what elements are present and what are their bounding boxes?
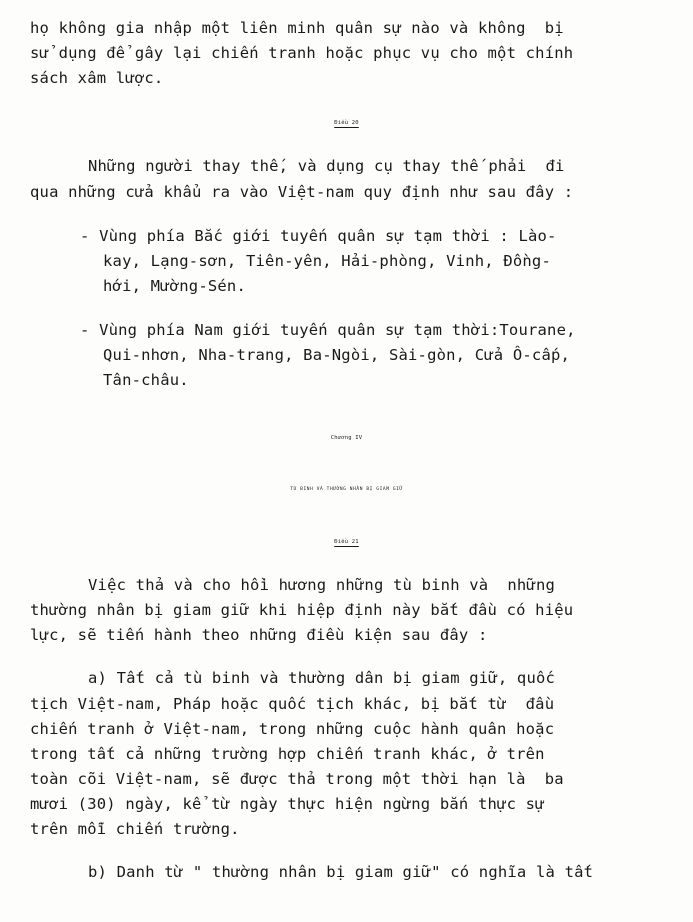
article-heading: Điều 21 [334, 539, 359, 545]
clause-a-line: a) Tất cả tù binh và thường dân bị giam giữ, quốc [88, 669, 556, 687]
text-line: Việc thả và cho hồi hương những tù binh và những [88, 576, 556, 594]
text-line: mươi (30) ngày, kể từ ngày thực hiện ngừng bắn thực sự [30, 795, 545, 813]
text-line: sách xâm lược. [30, 69, 164, 87]
list-item-line: hới, Mường-Sén. [103, 277, 246, 295]
text-line: thường nhân bị giam giữ khi hiệp định này bắt đầu có hiệu [30, 601, 574, 619]
text-line: lực, sẽ tiến hành theo những điều kiện sau đây : [30, 626, 488, 644]
text-line: trên mỗi chiến trường. [30, 820, 240, 838]
text-line: họ không gia nhập một liên minh quân sự nào và không bị [30, 19, 564, 37]
text-line: toàn cõi Việt-nam, sẽ được thả trong một thời hạn là ba [30, 770, 564, 788]
text-line: sử dụng để gây lại chiến tranh hoặc phục vụ cho một chính [30, 44, 574, 62]
list-item-line: Qui-nhơn, Nha-trang, Ba-Ngòi, Sài-gòn, Cửa Ô-cấp, [103, 346, 571, 364]
list-item-line: kay, Lạng-sơn, Tiên-yên, Hải-phòng, Vinh, Đồng- [103, 252, 551, 270]
list-item-line: Tân-châu. [103, 371, 189, 389]
list-item-line: - Vùng phía Nam giới tuyến quân sự tạm thời:Tourane, [80, 321, 576, 339]
chapter-heading: Chương IV [330, 435, 363, 441]
chapter-title: TÙ BINH VÀ THƯỜNG NHÂN BỊ GIAM GIỮ [290, 487, 403, 492]
text-line: Những người thay thế, và dụng cụ thay thế phải đi [88, 157, 565, 175]
text-line: qua những cửa khẩu ra vào Việt-nam quy định như sau đây : [30, 183, 574, 201]
text-line: trong tất cả những trường hợp chiến tranh khác, ở trên [30, 745, 545, 763]
list-item-line: - Vùng phía Bắc giới tuyến quân sự tạm thời : Lào- [80, 227, 557, 245]
text-line: chiến tranh ở Việt-nam, trong những cuộc hành quân hoặc [30, 720, 555, 738]
article-heading: Điều 20 [334, 120, 359, 126]
clause-b-line: b) Danh từ " thường nhân bị giam giữ" có nghĩa là tất [88, 863, 594, 881]
text-line: tịch Việt-nam, Pháp hoặc quốc tịch khác, bị bắt từ đầu [30, 695, 555, 713]
